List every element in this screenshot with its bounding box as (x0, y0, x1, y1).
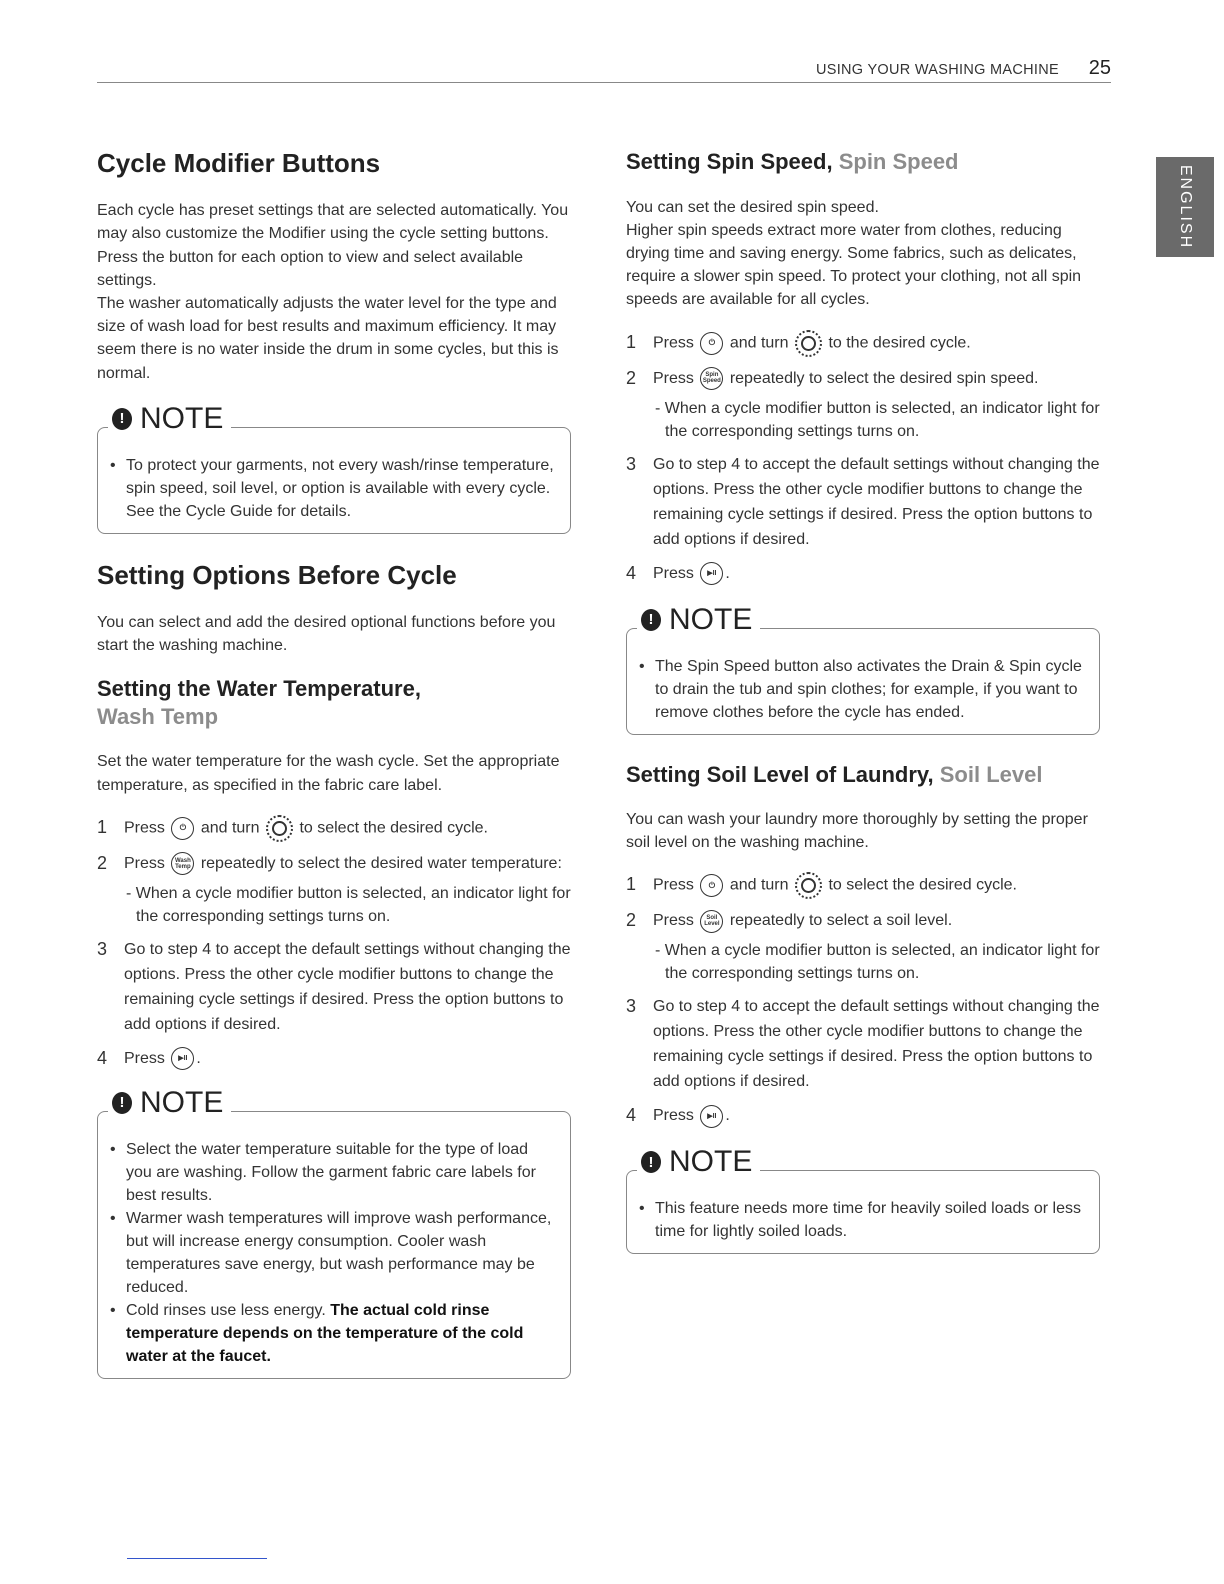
step-2 (97, 851, 571, 928)
step-3 (97, 937, 571, 1037)
note-box-3 (626, 602, 1100, 735)
step-number: 2 (97, 852, 108, 873)
note-heading-label: NOTE (140, 1085, 224, 1119)
step-text: Press ⏻ and turn to select the desired cycle. (124, 815, 571, 842)
step-1: 1 Press ⏻ and turn to the desired cycle. (626, 330, 1100, 357)
note-item: • The Spin Speed button also activates the Drain & Spin cycle to drain the tub and spin clothes; for example, if you want to remove clothes before the cycle has ended. (639, 655, 1087, 724)
note-heading-label: NOTE (669, 1145, 753, 1179)
spin-body-2: Higher spin speeds extract more water from clothes, reducing drying time and saving energy. Some fabrics, such as delicates, require a slower spin speed. To protect your clothing, not all spin speeds are available for all cycles. (626, 221, 1082, 309)
step-text: Go to step 4 to accept the default settings without changing the options. Press the other cycle modifier buttons to change the remaining cycle settings if desired. Press the option buttons to add options if desired. (653, 455, 1100, 548)
note-item: • Select the water temperature suitable for the type of load you are washing. Follow the garment fabric care labels for best results. (110, 1138, 558, 1207)
language-tab (1156, 157, 1214, 257)
start-pause-icon: ▶II (171, 1047, 194, 1070)
spin-body-1: You can set the desired spin speed. (626, 198, 879, 216)
footer-line (127, 1558, 267, 1559)
page-header (97, 57, 1111, 83)
spin-speed-icon: Spin Speed (700, 367, 723, 390)
indicator-note: - When a cycle modifier button is selected, an indicator light for the corresponding settings turns on. (655, 942, 1100, 983)
step-1: 1 Press ⏻ and turn to select the desired cycle. (626, 872, 1100, 899)
soil-body: You can wash your laundry more thoroughly by setting the proper soil level on the washing machine. (626, 811, 1088, 852)
note-box-4 (626, 1145, 1100, 1254)
note-list (639, 1197, 1087, 1243)
options-body: You can select and add the desired optional functions before you start the washing machine. (97, 614, 556, 655)
step-text: Press ⏻ and turn to select the desired cycle. (653, 872, 1100, 899)
note-box-1 (97, 401, 571, 534)
note-list (639, 655, 1087, 724)
cycle-modifier-body-2: The washer automatically adjusts the water level for the type and size of wash load for best results and maximum efficiency. It may seem there is no water inside the drum in some cycles, but this is normal. (97, 295, 559, 382)
note-heading-label: NOTE (669, 602, 753, 636)
step-4: 4 Press ▶II . (626, 1103, 1100, 1128)
power-icon: ⏻ (700, 874, 723, 897)
step-4: 4 Press ▶II . (626, 561, 1100, 586)
note-heading (637, 1145, 760, 1179)
start-pause-icon: ▶II (700, 562, 723, 585)
step-text: Press ▶II . (653, 561, 1100, 586)
water-temp-title (97, 675, 571, 730)
indicator-note: - When a cycle modifier button is selected, an indicator light for the corresponding settings turns on. (655, 399, 1100, 440)
note-heading (637, 603, 760, 637)
soil-steps (626, 872, 1100, 1128)
water-temp-accent: Wash Temp (97, 703, 219, 729)
wash-temp-icon: Wash Temp (171, 852, 194, 875)
step-text: Press ⏻ and turn to the desired cycle. (653, 330, 1100, 357)
step-text: Press Wash Temp repeatedly to select the desired water temperature: - When a cycle modifier button is selected, an indicator light for the corresponding settings turns on. (124, 851, 571, 928)
spin-speed-accent: Spin Speed (838, 149, 959, 174)
step-2: 2 Press Soil Level repeatedly to select a soil level. - When a cycle modifier button is selected, an indicator light for the corresponding settings turns on. (626, 908, 1100, 985)
spin-speed-title: Setting Spin Speed, Spin Speed (626, 149, 959, 174)
note-heading (108, 402, 231, 436)
note-item: • This feature needs more time for heavily soiled loads or less time for lightly soiled loads. (639, 1197, 1087, 1243)
cycle-dial-icon (266, 815, 293, 842)
step-number: 4 (97, 1047, 108, 1068)
step-4 (97, 1046, 571, 1071)
step-text: Press ▶II . (124, 1046, 571, 1071)
step-number: 3 (97, 938, 108, 959)
cycle-modifier-body: Each cycle has preset settings that are selected automatically. You may also customize the Modifier using the cycle setting buttons. Press the button for each option to view and select available settings. (97, 202, 569, 289)
step-number: 1 (97, 816, 108, 837)
cycle-dial-icon (795, 872, 822, 899)
step-2: 2 Press Spin Speed repeatedly to select the desired spin speed. - When a cycle modifier button is selected, an indicator light for the corresponding settings turns on. (626, 366, 1100, 443)
soil-level-accent: Soil Level (939, 761, 1043, 787)
cycle-modifier-title: Cycle Modifier Buttons (97, 148, 381, 178)
note-item: • Cold rinses use less energy. The actual cold rinse temperature depends on the temperature of the cold water at the faucet. (110, 1299, 558, 1368)
step-text: Press ▶II . (653, 1103, 1100, 1128)
step-3: 3 Go to step 4 to accept the default settings without changing the options. Press the other cycle modifier buttons to change the remaining cycle settings if desired. Press the option buttons to add options if desired. (626, 994, 1100, 1094)
right-column (626, 148, 1100, 1280)
language-tab-label: ENGLISH (1177, 164, 1194, 250)
note-box-2 (97, 1085, 571, 1379)
exclamation-icon: ! (112, 408, 132, 430)
step-3: 3 Go to step 4 to accept the default settings without changing the options. Press the other cycle modifier buttons to change the remaining cycle settings if desired. Press the option buttons to add options if desired. (626, 452, 1100, 552)
soil-level-icon: Soil Level (700, 910, 723, 933)
exclamation-icon: ! (641, 1151, 661, 1173)
spin-steps (626, 330, 1100, 586)
note-list (110, 454, 558, 523)
water-temp-steps (97, 815, 571, 1071)
exclamation-icon: ! (641, 609, 661, 631)
options-title: Setting Options Before Cycle (97, 559, 457, 590)
start-pause-icon: ▶II (700, 1105, 723, 1128)
step-text: Go to step 4 to accept the default settings without changing the options. Press the other cycle modifier buttons to change the remaining cycle settings if desired. Press the option buttons to add options if desired. (653, 998, 1100, 1091)
note-item: • To protect your garments, not every wash/rinse temperature, spin speed, soil level, or option is available with every cycle. See the Cycle Guide for details. (110, 454, 558, 523)
cycle-dial-icon (795, 330, 822, 357)
page-number: 25 (1088, 57, 1111, 79)
step-text: Go to step 4 to accept the default settings without changing the options. Press the other cycle modifier buttons to change the remaining cycle settings if desired. Press the option buttons to add options if desired. (124, 940, 571, 1033)
note-item: • Warmer wash temperatures will improve wash performance, but will increase energy consumption. Cooler wash temperatures save energy, but wash performance may be reduced. (110, 1207, 558, 1299)
note-list (110, 1138, 558, 1368)
exclamation-icon: ! (112, 1092, 132, 1114)
step-text: Press Spin Speed repeatedly to select the desired spin speed. - When a cycle modifier button is selected, an indicator light for the corresponding settings turns on. (653, 366, 1100, 443)
step-1 (97, 815, 571, 842)
left-column (97, 148, 571, 1405)
power-icon: ⏻ (700, 332, 723, 355)
note-heading-label: NOTE (140, 401, 224, 435)
water-temp-body: Set the water temperature for the wash cycle. Set the appropriate temperature, as specified in the fabric care label. (97, 753, 560, 794)
soil-level-title: Setting Soil Level of Laundry, Soil Level (626, 761, 1043, 787)
power-icon: ⏻ (171, 817, 194, 840)
note-heading (108, 1086, 231, 1120)
step-text: Press Soil Level repeatedly to select a soil level. - When a cycle modifier button is selected, an indicator light for the corresponding settings turns on. (653, 908, 1100, 985)
header-section-title: USING YOUR WASHING MACHINE (815, 62, 1059, 78)
water-temp-title-text: Setting the Water Temperature, (97, 676, 421, 702)
indicator-note: - When a cycle modifier button is selected, an indicator light for the corresponding settings turns on. (126, 884, 571, 925)
